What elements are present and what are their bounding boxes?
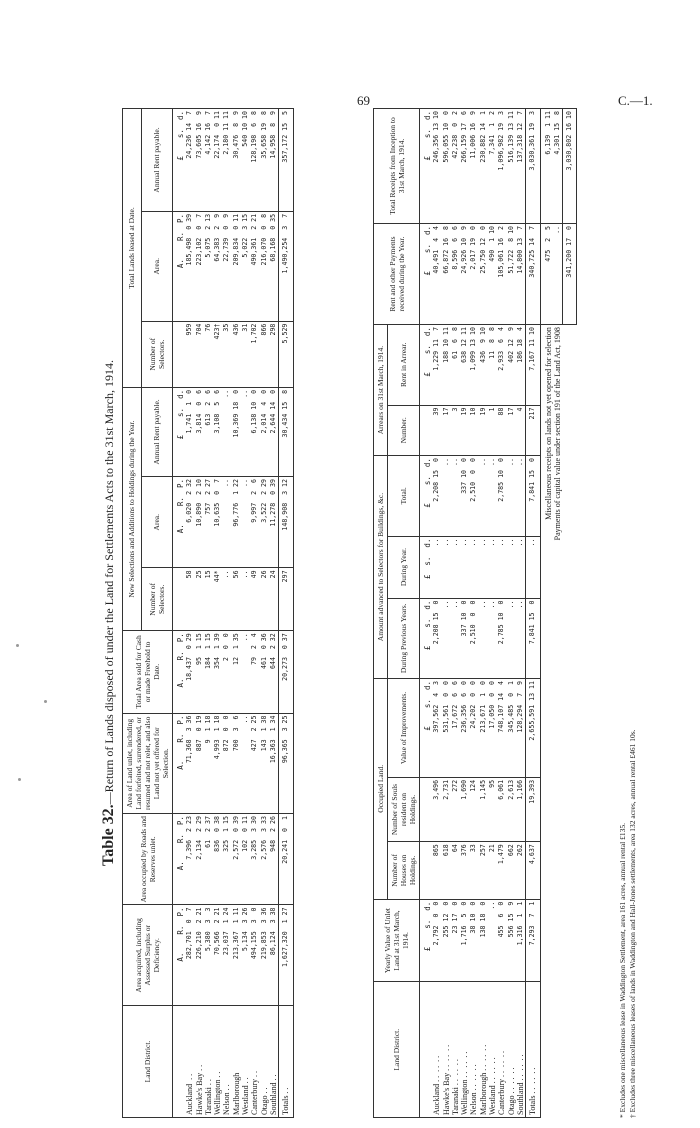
misc-received-1: 475 2 5: [540, 223, 553, 324]
unit-sold: A. R. P.: [173, 631, 186, 713]
total-acquired: 1,627,320 1 27: [279, 905, 293, 1006]
total-sold: 20,273 0 37: [279, 631, 293, 713]
occupied-land-table: [373, 108, 577, 1118]
total-selectors: 297: [279, 568, 293, 631]
totals-row: [279, 109, 293, 1118]
total-arrears-number: 217: [526, 405, 540, 456]
district-list: Auckland . . . . . . Hawke's Bay . . . . . . Taranaki . . . . . . Wellington . . . . . . Nelson . . . . . . Marlborough . . . . . . Westland . . . . . . Canterbury . . . . . . Otago . . . . . . Southland . . . . . .: [432, 982, 525, 1118]
total-leased-area: 1,490,254 3 7: [279, 211, 293, 321]
unit-yearly: £ s. d.: [420, 899, 433, 982]
header-selectors-number: Number of Selectors.: [141, 568, 172, 631]
header-roads-reserves: Area occupied by Roads and Reserves unlet.: [123, 814, 173, 905]
header-selections-rent: Annual Rent payable.: [141, 387, 172, 476]
misc-row-2: [553, 109, 563, 1118]
misc-receipts-1: 6,139 1 11: [540, 109, 553, 224]
total-during: ..: [526, 536, 540, 598]
header-during-year: During Year.: [388, 536, 420, 598]
unit-improvements: £ s. d.: [420, 679, 433, 778]
col-total-receipts: 246,356 13 10 596,055 10 0 42,238 0 2 266,159 17 6 11,006 16 9 230,882 14 1 7,341 1 2 1,096,982 19 3 516,139 13 11 137,318 12 7: [432, 109, 525, 224]
header-previous-years: During Previous Years.: [388, 598, 420, 678]
grand-total-row: [563, 109, 577, 1118]
capital-payments-label: Payments of capital value under section 191 of the Land Act, 1908: [552, 327, 562, 541]
total-houses: 4,637: [526, 842, 540, 899]
header-arrears: Arrears on 31st March, 1914.: [374, 325, 388, 456]
table-body: [185, 109, 278, 1118]
report-code: C.—1.: [618, 93, 653, 108]
col-advanced-total: 2,208 15 0 .. .. 337 10 0 2,510 0 0 .. .. 2,785 10 0 .. ..: [432, 456, 525, 536]
unit-blank: [420, 982, 433, 1118]
total-leased-rent: 357,172 15 5: [279, 109, 293, 212]
header-advanced-total: Total.: [388, 456, 420, 536]
table-caption: —Return of Lands disposed of under the Land for Settlements Acts to the 31st March, 1914.: [102, 360, 116, 805]
district-list: Auckland . . Hawke's Bay . . Taranaki . . Wellington . . Nelson . . Marlborough Westland . . Canterbury . . Otago . . Southland . .: [185, 1006, 278, 1118]
total-previous: 7,841 15 0: [526, 598, 540, 678]
unit-unlet: A. R. P.: [173, 713, 186, 814]
total-received: 340,725 14 7: [526, 223, 540, 324]
header-area-sold: Total Area sold for Cash or made Freehold to Date.: [123, 631, 173, 713]
scan-speck: [16, 644, 19, 647]
total-arrears-rent: 7,167 11 10: [526, 325, 540, 405]
total-roads: 20,241 0 1: [279, 814, 293, 905]
col-rent-arrear: 1,229 11 7 188 10 11 61 6 8 638 12 11 1,099 13 10 436 9 10 11 8 8 2,933 6 4 402 12 9 186 18 4: [432, 325, 525, 405]
unit-tot-area: A. R. P.: [173, 211, 186, 321]
rotated-table-page: [100, 108, 660, 1118]
col-houses: 865 618 64 376 33 257 21 1,479 662 262: [432, 842, 525, 899]
header-rent-received: Rent and other Payments received during the Year.: [374, 223, 420, 324]
unit-receipts: £ s. d.: [420, 109, 433, 224]
total-improvements: 2,655,591 13 11: [526, 679, 540, 778]
footnote-dagger: † Excludes three miscellaneous leases of lands in Waddington and Hall-Jones settlements, area 132 acres, annual rental £461 10s.: [628, 729, 637, 1118]
footnote-star: * Excludes one miscellaneous lease in Waddington Settlement, area 161 acres, annual rental £135.: [618, 823, 627, 1118]
unit-tot-rent: £ s. d.: [173, 109, 186, 212]
header-total-leased: Total Lands leased at Date.: [123, 109, 142, 388]
total-receipts: 3,030,361 19 3: [526, 109, 540, 224]
unit-previous: £ s. d.: [420, 598, 433, 678]
total-yearly: 7,293 7 1: [526, 899, 540, 982]
total-unlet: 96,365 3 25: [279, 713, 293, 814]
unit-sel-area: A. R. P.: [173, 477, 186, 568]
col-roads-reserves: 7,396 2 23 2,134 2 29 61 2 37 836 0 38 325 1 15 2,572 0 39 102 0 11 3,285 3 30 2,576 3 33 948 2 26: [185, 814, 278, 905]
table-body: [432, 109, 525, 1118]
header-land-district: Land District.: [123, 1006, 173, 1118]
col-area-acquired: 282,701 0 7 226,210 2 21 5,380 3 3 70,566 2 21 23,037 1 24 213,367 1 11 5,134 3 26 494,155 3 0 219,853 3 36 86,124 3 38: [185, 905, 278, 1006]
col-yearly-value: 2,792 0 0 255 12 0 23 17 0 1,716 5 0 38 10 0 138 18 0 .. 455 6 0 556 15 9 1,316 1 1: [432, 899, 525, 982]
header-rent-arrear: Rent in Arrear.: [388, 325, 420, 405]
totals-label: Totals . . . . . .: [526, 982, 540, 1118]
col-improvements: 397,562 4 3 531,561 0 0 17,672 6 6 236,356 6 0 24,202 0 0 213,671 1 0 17,050 0 0 748,107 14 4 345,485 0 1 128,294 7 9: [432, 679, 525, 778]
col-rent-received: 40,491 4 4 66,872 16 8 8,596 6 6 24,926 10 9 2,017 19 0 25,750 12 0 490 1 10 105,061 16 2 51,722 8 10 14,800 13 7: [432, 223, 525, 324]
header-arrears-number: Number.: [388, 405, 420, 456]
unit-blank: [420, 405, 433, 456]
header-land-unlet: Area of Land unlet, including Land forfeited, surrendered, or resumed and not relet, and also Land not yet offered for Selection.: [123, 713, 173, 814]
col-during-year: .. .. .. .. .. .. .. .. .. ..: [432, 536, 525, 598]
total-sel-rent: 30,434 15 8: [279, 387, 293, 476]
header-selections-area: Area.: [141, 477, 172, 568]
header-houses: Number of Houses on Holdings.: [388, 842, 420, 899]
unit-blank: [420, 777, 433, 841]
total-souls: 19,393: [526, 777, 540, 841]
unit-sel-rent: £ s. d.: [173, 387, 186, 476]
header-land-district: Land District.: [374, 982, 420, 1118]
unit-blank: [173, 321, 186, 387]
total-sel-area: 148,908 3 12: [279, 477, 293, 568]
header-leased-selectors: Number of Selectors.: [141, 321, 172, 387]
unit-arr-rent: £ s. d.: [420, 325, 433, 405]
header-yearly-value: Yearly Value of Unlet Land at 31st March, 1914.: [374, 899, 420, 982]
col-land-unlet: 71,368 3 36 887 0 19 9 1 18 4,993 1 18 872 0 0 700 3 6 .. 427 2 25 143 1 38 16,363 1 34: [185, 713, 278, 814]
unit-blank: [173, 568, 186, 631]
misc-receipts-2: 4,301 15 8: [553, 109, 563, 224]
misc-receipts-label: Miscellaneous receipts on lands not yet opened for selection: [543, 327, 553, 520]
header-amount-advanced: Amount advanced to Selectors for Buildings, &c.: [374, 456, 388, 679]
unit-total: £ s. d.: [420, 456, 433, 536]
misc-row-1: [540, 109, 553, 1118]
header-improvements: Value of Improvements.: [388, 679, 420, 778]
col-souls: 3,496 2,731 272 1,690 124 1,145 95 6,061 2,613 1,166: [432, 777, 525, 841]
scan-speck: [18, 778, 21, 781]
header-new-selections: New Selections and Additions to Holdings during the Year.: [123, 387, 142, 630]
unit-roads: A. R. P.: [173, 814, 186, 905]
unit-blank: [173, 1006, 186, 1118]
unit-received: £ s. d.: [420, 223, 433, 324]
header-leased-rent: Annual Rent payable.: [141, 109, 172, 212]
col-selections-area: 6,020 2 32 10,890 2 10 757 2 27 10,635 0 7 .. 96,776 1 22 .. 9,997 2 6 3,522 2 29 11,278 0 39: [185, 477, 278, 568]
grand-total-spacer: [563, 325, 577, 1118]
col-leased-rent: 24,236 14 7 73,605 16 9 4,142 16 7 22,174 0 11 2,180 11 11 30,476 8 9 540 10 10 128,198 6 8 35,658 19 8 14,958 8 9: [185, 109, 278, 212]
totals-label: Totals . .: [279, 1006, 293, 1118]
col-area-sold: 18,437 0 29 95 1 15 184 1 15 354 1 39 2 0 0 12 1 35 .. 79 2 4 461 0 36 644 2 32: [185, 631, 278, 713]
header-souls: Number of Souls resident on Holdings.: [388, 777, 420, 841]
lands-disposed-table: [122, 108, 294, 1118]
total-advanced: 7,841 15 0: [526, 456, 540, 536]
header-area-acquired: Area acquired, including Assessed Surplus or Deficiency.: [123, 905, 173, 1006]
unit-blank: [420, 842, 433, 899]
unit-during: £ s. d.: [420, 536, 433, 598]
grand-total-received: 341,200 17 0: [563, 223, 577, 324]
col-selections-rent: 1,741 1 0 3,814 0 6 613 2 6 3,108 5 6 .. 10,369 18 0 .. 6,138 10 0 2,014 4 0 2,644 14 0: [185, 387, 278, 476]
total-leased-selectors: 5,529: [279, 321, 293, 387]
table-number: Table 32.: [100, 804, 117, 866]
header-occupied-land: Occupied Land.: [374, 679, 388, 900]
header-total-receipts: Total Receipts from Inception to 31st March, 1914.: [374, 109, 420, 224]
scan-speck: [44, 700, 47, 703]
col-arrears-number: 39 17 3 19 10 19 1 88 17 4: [432, 405, 525, 456]
page-number: 69: [357, 93, 370, 108]
col-selectors-number: 58 25 15 44* .. 56 .. 49 26 24: [185, 568, 278, 631]
grand-total-receipts: 3,030,802 16 10: [563, 109, 577, 224]
misc-received-2: ..: [553, 223, 563, 324]
unit-acquired: A. R. P.: [173, 905, 186, 1006]
table-title: [100, 108, 118, 1118]
col-previous-years: 2,208 15 0 .. .. 337 10 0 2,510 0 0 .. .. 2,785 10 0 .. ..: [432, 598, 525, 678]
col-leased-selectors: 959 704 76 423† 35 436 31 1,702 866 298: [185, 321, 278, 387]
col-leased-area: 185,498 0 39 223,102 0 7 5,075 2 13 64,383 2 9 22,739 0 9 209,834 0 11 5,022 3 15 490,361 2 21 216,070 0 8 68,168 0 35: [185, 211, 278, 321]
totals-row: [526, 109, 540, 1118]
header-leased-area: Area.: [141, 211, 172, 321]
